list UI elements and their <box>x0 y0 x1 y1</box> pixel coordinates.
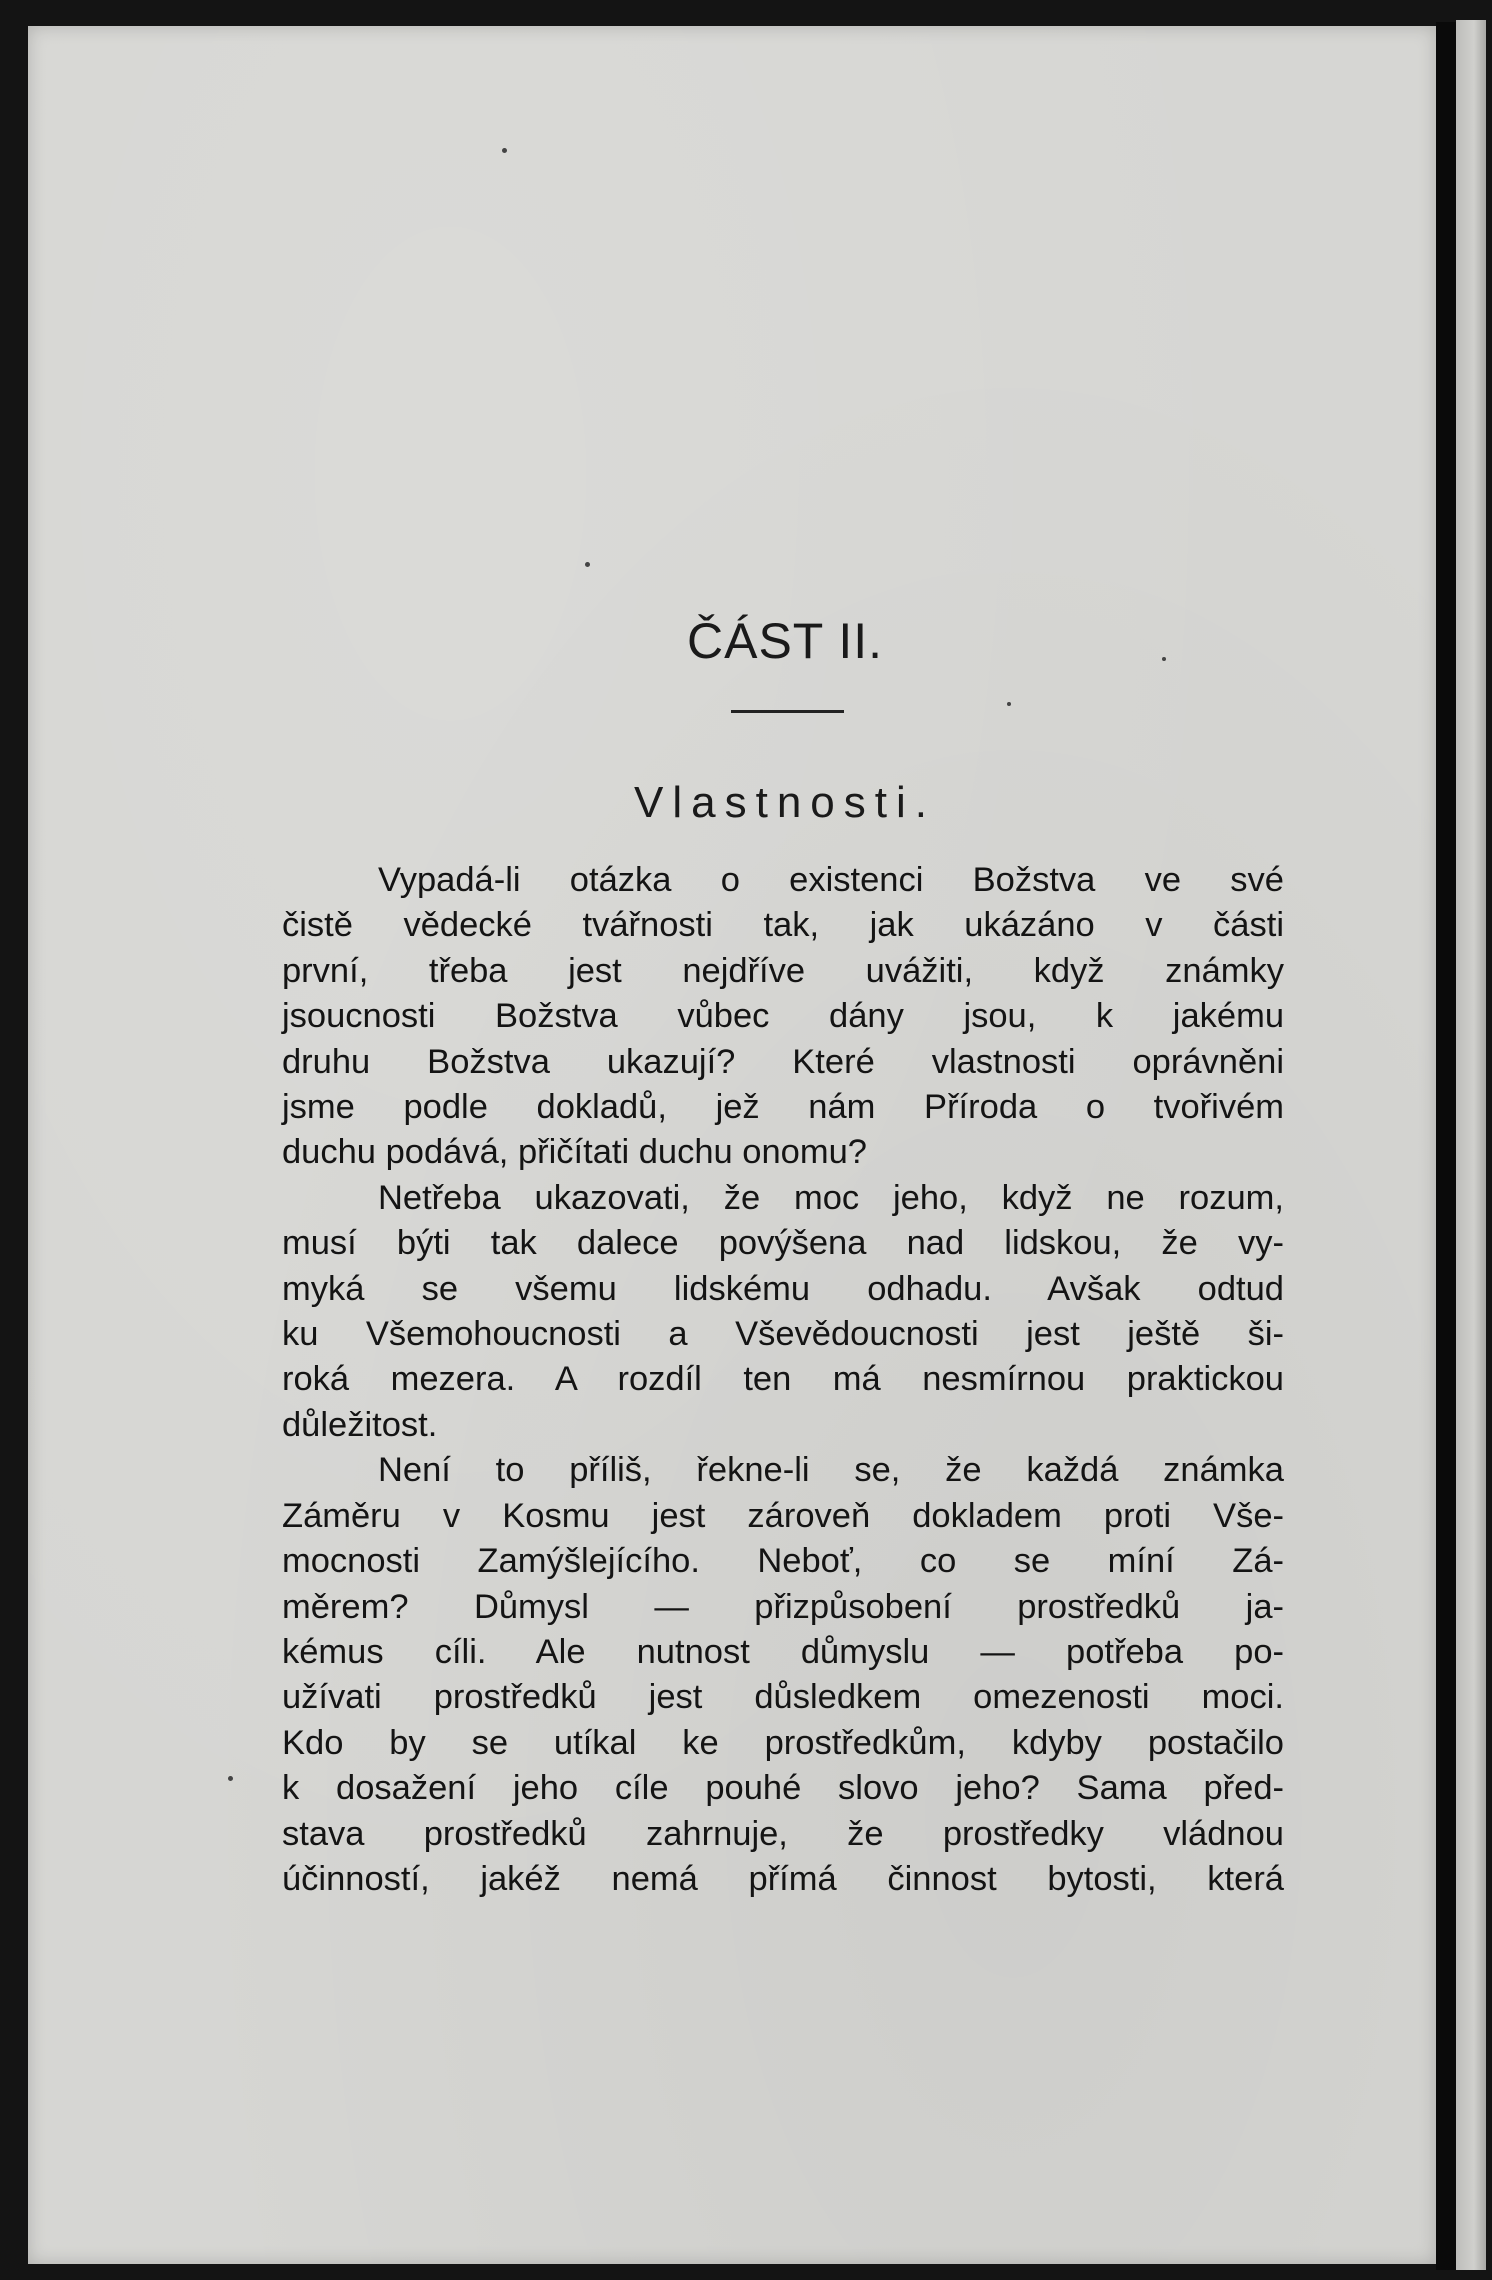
text-line: Vypadá-li otázka o existenci Božstva ve své <box>378 861 1284 899</box>
text-line: Záměru v Kosmu jest zároveň dokladem proti Vše- <box>282 1496 1284 1535</box>
text-line: Není to příliš, řekne-li se, že každá známka <box>378 1451 1284 1490</box>
heading-rule <box>731 710 844 713</box>
text-line: ku Všemohoucnosti a Vševědoucnosti jest ještě ši- <box>282 1315 1284 1354</box>
text-line: jsme podle dokladů, jež nám Příroda o tvořivém <box>282 1088 1284 1127</box>
text-line: jsoucnosti Božstva vůbec dány jsou, k jakému <box>282 997 1284 1036</box>
text-line: užívati prostředků jest důsledkem omezenosti moci. <box>282 1678 1284 1717</box>
text-line: duchu podává, přičítati duchu onomu? <box>282 1133 867 1172</box>
chapter-heading: ČÁST II. <box>686 613 883 669</box>
text-line: stava prostředků zahrnuje, že prostředky vládnou <box>282 1814 1284 1853</box>
text-line: kémus cíli. Ale nutnost důmyslu — potřeba po- <box>282 1632 1284 1671</box>
text-line: Netřeba ukazovati, že moc jeho, když ne rozum, <box>378 1178 1284 1217</box>
paper-speck <box>502 148 507 153</box>
text-line: druhu Božstva ukazují? Které vlastnosti oprávněni <box>282 1042 1284 1081</box>
text-line: musí býti tak dalece povýšena nad lidskou, že vy- <box>282 1224 1284 1263</box>
text-line: myká se všemu lidskému odhadu. Avšak odtud <box>282 1269 1284 1308</box>
paper-speck <box>228 1776 233 1781</box>
next-page-edge <box>1456 20 1486 2270</box>
text-line: první, třeba jest nejdříve uvážiti, když známky <box>282 951 1284 990</box>
text-line: mocnosti Zamýšlejícího. Neboť, co se míní Zá- <box>282 1542 1284 1581</box>
page-gutter-shadow <box>1436 22 1456 2270</box>
text-line: měrem? Důmysl — přizpůsobení prostředků ja- <box>282 1587 1284 1626</box>
chapter-subheading: Vlastnosti. <box>634 778 936 827</box>
body-text <box>282 858 1284 1902</box>
text-line: důležitost. <box>282 1405 438 1444</box>
paper-speck <box>1007 702 1011 706</box>
text-line: čistě vědecké tvářnosti tak, jak ukázáno v části <box>282 906 1284 945</box>
text-line: roká mezera. A rozdíl ten má nesmírnou praktickou <box>282 1360 1284 1399</box>
text-line: účinností, jakéž nemá přímá činnost bytosti, která <box>282 1859 1284 1898</box>
text-line: Kdo by se utíkal ke prostředkům, kdyby postačilo <box>282 1723 1284 1762</box>
paper-speck <box>585 562 590 567</box>
text-line: k dosažení jeho cíle pouhé slovo jeho? Sama před- <box>282 1769 1284 1808</box>
